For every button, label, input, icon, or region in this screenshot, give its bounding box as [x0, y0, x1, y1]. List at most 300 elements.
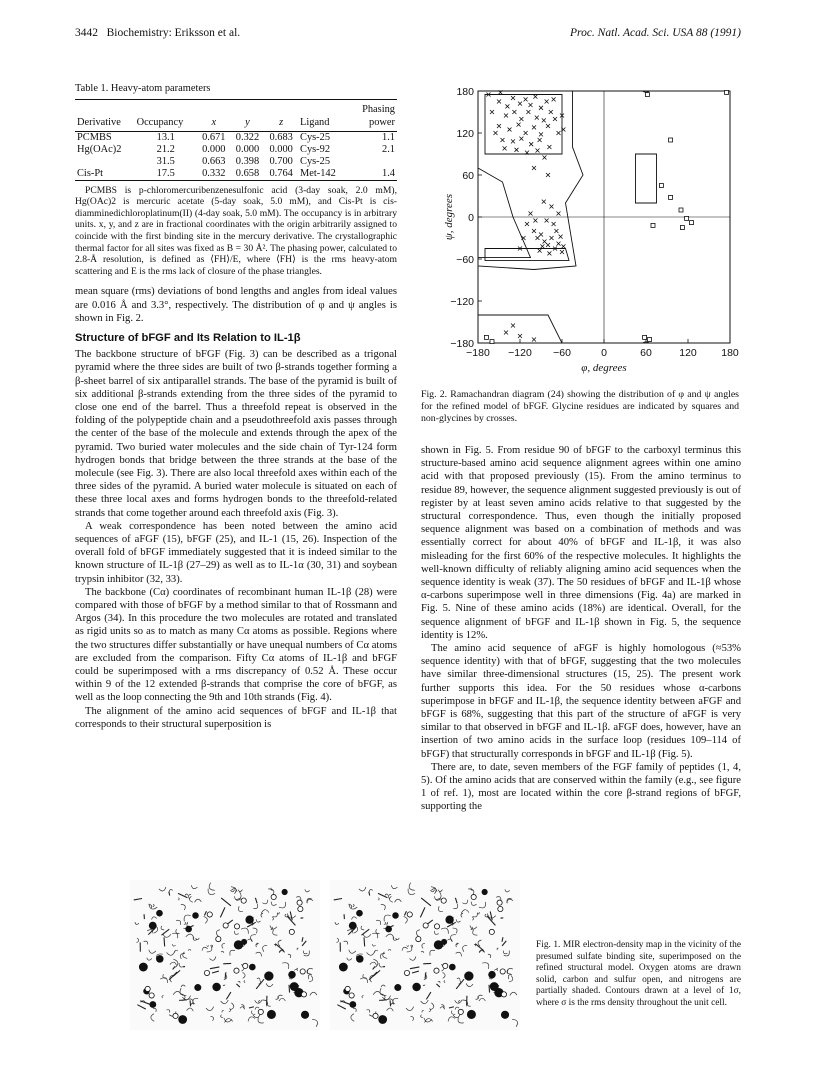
bond-line: [161, 929, 169, 935]
bond-line: [289, 985, 290, 993]
oxygen-atom: [449, 964, 456, 971]
non-glycine-point: [542, 200, 546, 204]
table-cell: 21.2: [156, 143, 175, 155]
bond-line: [302, 941, 306, 946]
table-cell: 0.683: [269, 131, 293, 143]
carbon-atom: [241, 898, 246, 903]
bond-line: [421, 898, 431, 906]
carbon-atom: [500, 969, 505, 974]
bond-line: [455, 898, 457, 904]
density-contour: [461, 913, 463, 917]
table-cell: 0.663: [202, 155, 226, 167]
table1-caption: Table 1. Heavy-atom parameters: [75, 83, 211, 94]
table-cell: 0.322: [235, 131, 260, 143]
carbon-atom: [373, 1013, 378, 1018]
bond-line: [340, 1001, 350, 1005]
bond-line: [373, 970, 380, 976]
density-contour: [347, 958, 352, 960]
density-contour: [172, 944, 175, 946]
density-contour: [409, 883, 415, 891]
density-contour: [271, 902, 276, 906]
density-contour: [386, 922, 387, 924]
glycine-point: [679, 208, 683, 212]
density-contour: [384, 922, 386, 924]
table-row: [75, 156, 397, 168]
density-contour: [274, 944, 276, 946]
density-contour: [253, 928, 257, 933]
density-contour: [309, 975, 313, 981]
non-glycine-point: [518, 102, 522, 106]
x-axis-label: φ, degrees: [581, 362, 627, 374]
oxygen-atom: [149, 1001, 156, 1008]
journal-left: Biochemistry: Eriksson et al.: [106, 27, 241, 39]
bond-line: [137, 1005, 145, 1009]
bond-line: [489, 985, 490, 993]
bond-line: [220, 907, 225, 917]
paragraph-structure: The backbone structure of bFGF (Fig. 3) can be described as a trigonal pyramid where the three sides are built of two β-strands together forming a β-sheet barrel of six antiparallel strands. The base of the pyramid is built of six additional β-strands extending from the three sides of the pyramid to close one end of the barrel. Thus a threefold repeat is observed in the folding of the polypeptide chain and a pseudothreefold axis passes through the center of the base of the molecule and extends through the apex of the pyramid. Two buried water molecules and the side chain of Tyr-124 form hydrogen bonds that bridge between the three strands at the base of the molecule (see Fig. 3). There are also local threefold axes within each of the three sides of the pyramid. A buried water molecule is situated on each of these three local axes and forms hydrogen bonds to the threefold-related strands that come together around each threefold axis (Fig. 3).: [75, 349, 397, 519]
x-tick-label: 180: [721, 347, 739, 359]
density-contour: [176, 929, 180, 933]
density-contour: [429, 1008, 431, 1011]
density-contour: [448, 939, 453, 942]
density-contour: [181, 985, 185, 987]
bond-line: [134, 899, 142, 900]
density-contour: [184, 915, 191, 921]
table-cell: 0.700: [269, 155, 293, 167]
density-contour: [438, 981, 440, 983]
bond-line: [364, 937, 365, 946]
density-contour: [222, 1011, 224, 1013]
bond-line: [373, 966, 375, 969]
density-contour: [452, 1011, 456, 1015]
density-contour: [207, 945, 209, 946]
oxygen-atom: [241, 939, 247, 945]
density-contour: [310, 992, 317, 995]
table-cell: 0.000: [235, 143, 260, 155]
density-contour: [151, 1014, 154, 1022]
oxygen-atom: [288, 971, 296, 979]
table-cell: PCMBS: [77, 131, 112, 143]
density-contour: [153, 1008, 156, 1012]
table-cell: 17.5: [135, 168, 197, 181]
density-contour: [352, 917, 357, 920]
non-glycine-point: [532, 338, 536, 342]
density-contour: [161, 926, 164, 930]
bond-line: [390, 1000, 391, 1006]
density-contour: [466, 983, 473, 986]
density-contour: [257, 978, 260, 980]
density-contour: [456, 952, 462, 956]
density-contour: [385, 894, 388, 895]
density-contour: [335, 922, 339, 924]
non-glycine-point: [501, 138, 505, 142]
oxygen-atom: [356, 955, 363, 962]
bond-line: [255, 898, 257, 904]
beta-region-inner: [485, 95, 562, 155]
density-contour: [406, 1007, 414, 1011]
density-contour: [438, 906, 443, 911]
density-contour: [188, 949, 191, 950]
non-glycine-point: [546, 243, 550, 247]
density-contour: [410, 956, 416, 960]
density-contour: [170, 962, 177, 965]
table-cell: 0.332: [197, 168, 231, 181]
non-glycine-point: [546, 124, 550, 128]
carbon-atom: [289, 929, 294, 934]
non-glycine-point: [497, 124, 501, 128]
carbon-atom: [416, 937, 421, 942]
oxygen-atom: [192, 912, 199, 919]
density-contour: [244, 980, 245, 982]
table-cell: 1.1: [382, 131, 395, 143]
non-glycine-point: [546, 173, 550, 177]
density-contour: [359, 887, 366, 891]
non-glycine-point: [545, 100, 549, 104]
density-contour: [416, 930, 420, 937]
section-title: Structure of bFGF and Its Relation to IL-1β: [75, 331, 301, 344]
non-glycine-point: [525, 222, 529, 226]
density-contour: [376, 929, 380, 933]
table-cell: Cys-25: [300, 155, 331, 167]
density-contour: [294, 969, 298, 971]
density-contour: [162, 996, 164, 998]
y-tick-label: −180: [450, 338, 474, 350]
y-tick-label: −120: [450, 296, 474, 308]
density-contour: [149, 950, 156, 954]
bond-line: [210, 967, 219, 969]
density-contour: [453, 928, 457, 933]
bond-line: [426, 992, 431, 999]
carbon-atom: [216, 937, 221, 942]
density-contour: [230, 890, 234, 892]
oxygen-atom: [394, 984, 401, 991]
density-contour: [443, 972, 446, 978]
carbon-atom: [498, 906, 503, 911]
density-contour: [255, 1007, 259, 1009]
non-glycine-point: [505, 104, 509, 108]
non-glycine-point: [547, 251, 551, 255]
non-glycine-point: [538, 138, 542, 142]
density-contour: [163, 934, 171, 938]
density-contour: [241, 928, 248, 934]
density-contour: [473, 913, 478, 917]
paragraph-intro: mean square (rms) deviations of bond lengths and angles from ideal values are 0.016 Å and 3.3°, respectively. The distribution of φ and ψ angles is shown in Fig. 2.: [75, 286, 397, 324]
bond-line: [226, 992, 231, 999]
non-glycine-point: [508, 128, 512, 132]
oxygen-atom: [139, 963, 148, 972]
density-contour: [190, 896, 193, 902]
table-cell: 0.764: [264, 168, 298, 181]
density-contour: [234, 931, 238, 934]
density-contour: [361, 926, 364, 930]
density-contour: [210, 956, 216, 960]
density-contour: [430, 1003, 433, 1010]
non-glycine-point: [519, 117, 523, 121]
density-contour: [369, 890, 373, 892]
non-glycine-point: [519, 137, 523, 141]
bond-line: [169, 892, 170, 896]
density-contour: [471, 902, 476, 906]
table-cell: 1.4: [347, 168, 397, 181]
non-glycine-point: [550, 236, 554, 240]
non-glycine-point: [560, 250, 564, 254]
electron-density-map-left: [130, 880, 320, 1030]
figure2-caption: Fig. 2. Ramachandran diagram (24) showing the distribution of φ and ψ angles for the refined model of bFGF. Glycine residues are indicated by squares and non-glycines by crosses.: [421, 389, 739, 424]
density-contour: [238, 890, 243, 892]
left-handed-region: [636, 154, 657, 203]
density-contour: [222, 943, 225, 948]
carbon-atom: [207, 912, 212, 917]
bond-line: [369, 892, 370, 896]
density-contour: [482, 963, 488, 969]
density-contour: [147, 958, 152, 960]
non-glycine-point: [515, 148, 519, 152]
bond-line: [420, 907, 425, 917]
density-contour: [277, 912, 279, 914]
density-contour: [175, 950, 178, 952]
density-contour: [349, 950, 356, 954]
x-tick-label: 60: [640, 347, 652, 359]
non-glycine-point: [529, 103, 533, 107]
density-contour: [381, 985, 385, 987]
density-contour: [509, 975, 513, 981]
density-contour: [381, 904, 385, 910]
density-contour: [353, 1008, 356, 1012]
density-contour: [370, 962, 377, 965]
non-glycine-point: [532, 125, 536, 129]
density-contour: [256, 919, 260, 922]
carbon-atom: [458, 1009, 463, 1014]
bond-line: [361, 929, 369, 935]
density-contour: [258, 1017, 264, 1023]
density-contour: [387, 1008, 394, 1011]
non-glycine-point: [540, 244, 544, 248]
density-contour: [470, 926, 477, 930]
density-contour: [391, 885, 397, 889]
density-contour: [181, 904, 185, 910]
bond-line: [404, 911, 406, 915]
table-cell: 0.398: [235, 155, 260, 167]
carbon-atom: [497, 900, 502, 905]
table-cell: Cys-25: [300, 131, 331, 143]
density-contour: [402, 947, 408, 950]
bond-line: [425, 972, 426, 978]
non-glycine-point: [526, 110, 530, 114]
carbon-atom: [234, 924, 239, 929]
density-contour: [230, 1003, 233, 1010]
non-glycine-point: [497, 100, 501, 104]
density-contour: [388, 949, 391, 950]
density-contour: [153, 904, 154, 907]
density-contour: [396, 938, 400, 940]
oxygen-atom: [464, 971, 473, 980]
oxygen-atom: [267, 1010, 276, 1019]
non-glycine-point: [511, 96, 515, 100]
non-glycine-point: [517, 123, 521, 127]
density-contour: [279, 998, 285, 1001]
non-glycine-point: [529, 212, 533, 216]
non-glycine-point: [494, 131, 498, 135]
density-contour: [362, 996, 364, 998]
non-glycine-point: [535, 116, 539, 120]
bond-line: [212, 971, 219, 973]
density-contour: [478, 940, 481, 946]
non-glycine-point: [511, 324, 515, 328]
density-contour: [202, 947, 208, 950]
density-contour: [135, 922, 139, 924]
carbon-atom: [300, 969, 305, 974]
oxygen-atom: [392, 912, 399, 919]
non-glycine-point: [538, 249, 542, 253]
density-contour: [221, 1000, 229, 1004]
bond-line: [140, 1001, 150, 1005]
density-contour: [261, 913, 263, 917]
density-contour: [240, 1007, 245, 1010]
oxygen-atom: [501, 1011, 509, 1019]
density-contour: [430, 950, 435, 955]
bond-line: [204, 911, 206, 915]
carbon-atom: [258, 1009, 263, 1014]
non-glycine-point: [503, 146, 507, 150]
heavy-atom-table: [75, 99, 397, 180]
density-contour: [307, 899, 313, 903]
table-cell: [347, 156, 397, 168]
allowed-region-outer: [478, 91, 583, 270]
oxygen-atom: [156, 910, 163, 917]
bond-line: [173, 970, 180, 976]
density-contour: [422, 943, 425, 948]
density-contour: [503, 951, 507, 954]
density-contour: [288, 954, 291, 958]
non-glycine-point: [536, 149, 540, 153]
density-contour: [375, 950, 378, 952]
density-contour: [404, 916, 408, 923]
oxygen-atom: [488, 971, 496, 979]
col-y: y: [231, 102, 265, 131]
density-contour: [278, 940, 281, 946]
density-contour: [183, 952, 187, 959]
x-tick-label: −120: [508, 347, 532, 359]
glycine-point: [680, 226, 684, 230]
non-glycine-point: [543, 156, 547, 160]
density-contour: [456, 919, 460, 922]
carbon-atom: [434, 924, 439, 929]
density-contour: [367, 951, 375, 955]
density-contour: [229, 1008, 231, 1011]
non-glycine-point: [557, 242, 561, 246]
density-contour: [467, 1003, 470, 1007]
density-contour: [253, 904, 257, 909]
density-contour: [193, 998, 198, 1004]
density-contour: [223, 985, 225, 986]
non-glycine-point: [490, 110, 494, 114]
y-tick-label: 0: [468, 212, 474, 224]
density-contour: [285, 914, 287, 917]
table-cell: [75, 156, 135, 168]
non-glycine-point: [552, 222, 556, 226]
density-contour: [248, 939, 253, 942]
oxygen-atom: [264, 971, 273, 980]
density-contour: [384, 915, 391, 921]
carbon-atom: [173, 1013, 178, 1018]
density-contour: [444, 980, 445, 982]
x-tick-label: −180: [466, 347, 490, 359]
non-glycine-point: [529, 142, 533, 146]
electron-density-map-right: [330, 880, 520, 1030]
y-tick-label: 120: [456, 128, 474, 140]
carbon-atom: [223, 923, 228, 928]
paragraph-sequence-alignment: shown in Fig. 5. From residue 90 of bFGF to the carboxyl terminus this structure-based amino acid sequence alignment agrees within one amino acid with that proposed previously (15). From the amino terminus to residue 89, however, the sequence alignment suggested previously is out of register by at least seven amino acids relative to that suggested by the structural correspondence. Thus, even though the initially proposed sequence alignment was based on a combination of methods and was essentially correct for about 40% of bFGF and IL-1β, it was also misleading for the first 60% of the respective molecules. It highlights the well-known difficulty of reliably aligning amino acid sequences when the sequence identity is weak (37). The 50 residues of bFGF and IL-1β whose α-carbons superimpose well in three dimensions (Fig. 4a) are marked in Fig. 5. Nine of these amino acids (18%) are identical. Overall, for the sequence alignment of bFGF and IL-1β shown in Fig. 5, the sequence identity is 12%.: [421, 445, 741, 641]
oxygen-atom: [149, 922, 157, 930]
density-contour: [441, 928, 448, 934]
y-axis-label: ψ, degrees: [443, 193, 455, 241]
carbon-atom: [243, 963, 248, 968]
density-contour: [256, 952, 262, 956]
table-cell: Met-142: [298, 168, 347, 181]
non-glycine-point: [511, 139, 515, 143]
density-contour: [497, 948, 498, 950]
bond-line: [502, 937, 503, 942]
density-contour: [230, 950, 235, 955]
density-contour: [479, 998, 485, 1001]
density-contour: [263, 945, 268, 951]
lower-region: [478, 315, 562, 343]
density-contour: [390, 896, 393, 902]
non-glycine-point: [536, 236, 540, 240]
density-contour: [160, 978, 167, 983]
bond-line: [334, 899, 342, 900]
table-cell: 31.5: [156, 155, 175, 167]
density-contour: [236, 892, 241, 900]
glycine-point: [669, 138, 673, 142]
oxygen-atom: [385, 926, 392, 933]
density-contour: [216, 930, 220, 937]
non-glycine-point: [549, 110, 553, 114]
carbon-atom: [443, 963, 448, 968]
oxygen-atom: [412, 983, 420, 991]
bond-line: [236, 984, 239, 987]
density-contour: [423, 985, 425, 986]
non-glycine-point: [539, 132, 543, 136]
density-contour: [505, 889, 510, 892]
paragraph-fgf-family: There are, to date, seven members of the FGF family of peptides (1, 4, 5). Of the amino acids that are conserved within the family (e.g., see figure 1 of ref. 1), most are located within the core β-strand regions of bFGF, supporting the: [421, 761, 741, 813]
density-contour: [275, 996, 278, 999]
density-contour: [262, 900, 267, 904]
oxygen-atom: [185, 926, 192, 933]
density-contour: [273, 930, 278, 936]
bond-line: [379, 1000, 387, 1001]
oxygen-atom: [194, 984, 201, 991]
carbon-atom: [441, 898, 446, 903]
figure1-caption: Fig. 1. MIR electron-density map in the vicinity of the presumed sulfate binding site, superimposed on the refined structural model. Oxygen atoms are drawn solid, carbon and sulfur open, and nitrogens are partially shaded. Contours drawn at a level of 1σ, where σ is the rms density throughout the unit cell.: [536, 940, 741, 1008]
oxygen-atom: [156, 955, 163, 962]
col-x: x: [197, 102, 231, 131]
glycine-point: [645, 93, 649, 97]
right-column: [421, 444, 741, 814]
glycine-point: [659, 184, 663, 188]
density-contour: [372, 944, 375, 946]
non-glycine-point: [504, 114, 508, 118]
density-contour: [378, 898, 379, 900]
density-contour: [436, 892, 441, 900]
glycine-point: [490, 340, 494, 344]
density-contour: [440, 1007, 445, 1010]
density-contour: [407, 945, 409, 946]
density-contour: [367, 1010, 370, 1013]
density-contour: [238, 906, 243, 911]
oxygen-atom: [445, 916, 453, 924]
density-contour: [191, 885, 197, 889]
